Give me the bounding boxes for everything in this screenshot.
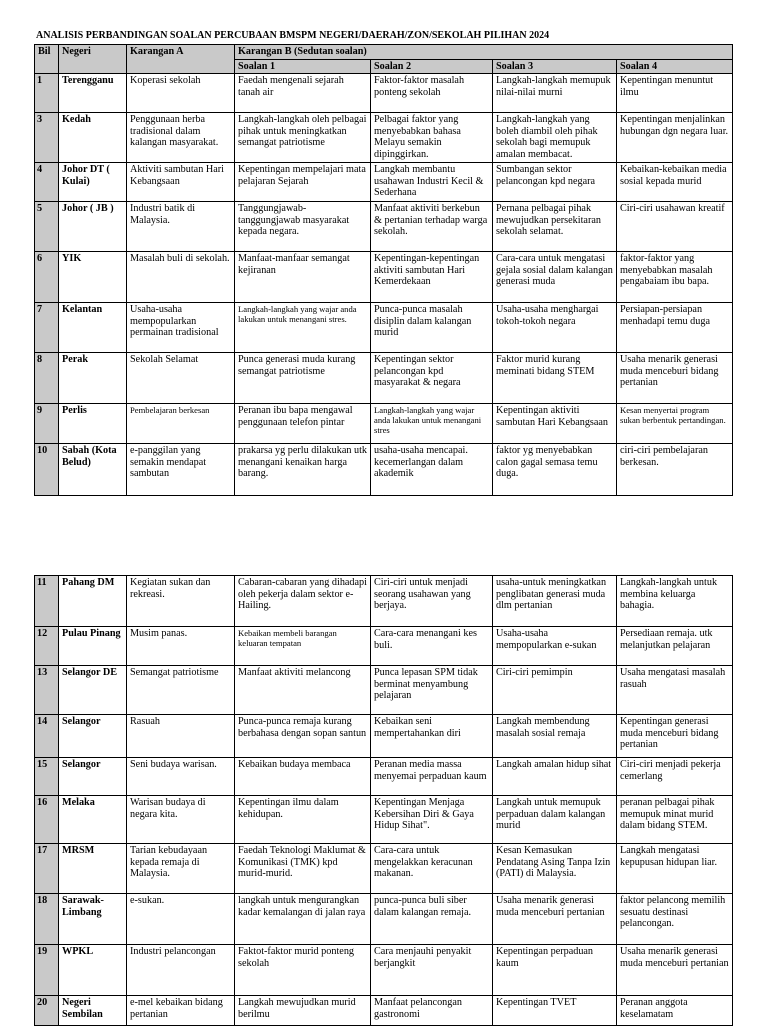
cell-soalan-1: Cabaran-cabaran yang dihadapi oleh pekerja dalam sektor e- Hailing. bbox=[235, 576, 371, 627]
cell-soalan-3: Langkah membendung masalah sosial remaja bbox=[493, 715, 617, 758]
comparison-table-top bbox=[34, 44, 733, 496]
cell-soalan-1: prakarsa yg perlu dilakukan utk menangani kenaikan harga barang. bbox=[235, 444, 371, 496]
cell-karangan-a: Aktiviti sambutan Hari Kebangsaan bbox=[127, 163, 235, 202]
header-soalan-3: Soalan 3 bbox=[493, 59, 617, 74]
cell-soalan-2: Punca lepasan SPM tidak berminat menyambung pelajaran bbox=[371, 666, 493, 715]
cell-karangan-a: Seni budaya warisan. bbox=[127, 758, 235, 796]
table-row bbox=[35, 945, 733, 996]
cell-soalan-4: ciri-ciri pembelajaran berkesan. bbox=[617, 444, 733, 496]
header-karangan-b: Karangan B (Sedutan soalan) bbox=[235, 45, 733, 60]
cell-bil: 5 bbox=[35, 202, 59, 252]
cell-soalan-4: Persediaan remaja. utk melanjutkan pelajaran bbox=[617, 627, 733, 666]
cell-soalan-2: Cara menjauhi penyakit berjangkit bbox=[371, 945, 493, 996]
cell-soalan-4: peranan pelbagai pihak memupuk minat murid dalam bidang STEM. bbox=[617, 796, 733, 844]
table-row bbox=[35, 303, 733, 353]
cell-karangan-a: Tarian kebudayaan kepada remaja di Malaysia. bbox=[127, 844, 235, 894]
cell-soalan-3: Usaha-usaha mempopularkan e-sukan bbox=[493, 627, 617, 666]
cell-bil: 10 bbox=[35, 444, 59, 496]
cell-soalan-3: Pernana pelbagai pihak mewujudkan persekitaran sekolah selamat. bbox=[493, 202, 617, 252]
header-soalan-1: Soalan 1 bbox=[235, 59, 371, 74]
cell-soalan-2: punca-punca buli siber dalam kalangan remaja. bbox=[371, 894, 493, 945]
table-row bbox=[35, 758, 733, 796]
cell-soalan-4: Ciri-ciri usahawan kreatif bbox=[617, 202, 733, 252]
cell-soalan-1: Tanggungjawab-tanggungjawab masyarakat kepada negara. bbox=[235, 202, 371, 252]
cell-soalan-1: Langkah-langkah yang wajar anda lakukan untuk menangani stres. bbox=[235, 303, 371, 353]
cell-bil: 1 bbox=[35, 74, 59, 113]
cell-soalan-4: Kepentingan menuntut ilmu bbox=[617, 74, 733, 113]
cell-soalan-3: Langkah-langkah memupuk nilai-nilai murni bbox=[493, 74, 617, 113]
cell-karangan-a: Industri pelancongan bbox=[127, 945, 235, 996]
cell-bil: 13 bbox=[35, 666, 59, 715]
cell-negeri: YIK bbox=[59, 252, 127, 303]
cell-negeri: Negeri Sembilan bbox=[59, 996, 127, 1026]
cell-negeri: Pulau Pinang bbox=[59, 627, 127, 666]
cell-negeri: Perak bbox=[59, 353, 127, 404]
table-row bbox=[35, 796, 733, 844]
cell-negeri: Selangor DE bbox=[59, 666, 127, 715]
cell-karangan-a: Musim panas. bbox=[127, 627, 235, 666]
cell-soalan-1: Peranan ibu bapa mengawal penggunaan telefon pintar bbox=[235, 404, 371, 444]
cell-soalan-4: Peranan anggota keselamatam bbox=[617, 996, 733, 1026]
cell-negeri: Johor DT ( Kulai) bbox=[59, 163, 127, 202]
cell-soalan-3: Langkah untuk memupuk perpaduan dalam kalangan murid bbox=[493, 796, 617, 844]
cell-bil: 19 bbox=[35, 945, 59, 996]
cell-soalan-2: Faktor-faktor masalah ponteng sekolah bbox=[371, 74, 493, 113]
table-row bbox=[35, 715, 733, 758]
cell-soalan-2: Kepentingan Menjaga Kebersihan Diri & Gaya Hidup Sihat". bbox=[371, 796, 493, 844]
table-row bbox=[35, 404, 733, 444]
cell-bil: 7 bbox=[35, 303, 59, 353]
table-row bbox=[35, 74, 733, 113]
cell-soalan-3: Kesan Kemasukan Pendatang Asing Tanpa Izin (PATI) di Malaysia. bbox=[493, 844, 617, 894]
cell-soalan-3: Faktor murid kurang meminati bidang STEM bbox=[493, 353, 617, 404]
cell-karangan-a: Usaha-usaha mempopularkan permainan tradisional bbox=[127, 303, 235, 353]
cell-soalan-2: Langkah membantu usahawan Industri Kecil & Sederhana bbox=[371, 163, 493, 202]
cell-soalan-1: Punca-punca remaja kurang berbahasa dengan sopan santun bbox=[235, 715, 371, 758]
cell-soalan-2: Manfaat aktiviti berkebun & pertanian terhadap warga sekolah. bbox=[371, 202, 493, 252]
cell-bil: 15 bbox=[35, 758, 59, 796]
cell-soalan-4: Kepentingan menjalinkan hubungan dgn negara luar. bbox=[617, 113, 733, 163]
cell-soalan-2: Pelbagai faktor yang menyebabkan bahasa Melayu semakin dipinggirkan. bbox=[371, 113, 493, 163]
cell-soalan-1: Langkah-langkah oleh pelbagai pihak untuk meningkatkan semangat patriotisme bbox=[235, 113, 371, 163]
cell-soalan-1: Manfaat aktiviti melancong bbox=[235, 666, 371, 715]
cell-karangan-a: Masalah buli di sekolah. bbox=[127, 252, 235, 303]
cell-negeri: Kedah bbox=[59, 113, 127, 163]
cell-soalan-1: Manfaat-manfaar semangat kejiranan bbox=[235, 252, 371, 303]
cell-soalan-4: Usaha menarik generasi muda menceburi bidang pertanian bbox=[617, 353, 733, 404]
cell-soalan-2: Cara-cara menangani kes buli. bbox=[371, 627, 493, 666]
cell-bil: 12 bbox=[35, 627, 59, 666]
table-row bbox=[35, 252, 733, 303]
cell-bil: 20 bbox=[35, 996, 59, 1026]
cell-bil: 14 bbox=[35, 715, 59, 758]
cell-negeri: Johor ( JB ) bbox=[59, 202, 127, 252]
cell-karangan-a: Rasuah bbox=[127, 715, 235, 758]
cell-negeri: Sarawak-Limbang bbox=[59, 894, 127, 945]
cell-soalan-4: Kebaikan-kebaikan media sosial kepada murid bbox=[617, 163, 733, 202]
cell-negeri: Terengganu bbox=[59, 74, 127, 113]
cell-soalan-4: Kesan menyertai program sukan berbentuk pertandingan. bbox=[617, 404, 733, 444]
cell-soalan-3: Langkah amalan hidup sihat bbox=[493, 758, 617, 796]
cell-soalan-2: Kebaikan seni mempertahankan diri bbox=[371, 715, 493, 758]
cell-soalan-4: Usaha mengatasi masalah rasuah bbox=[617, 666, 733, 715]
cell-bil: 16 bbox=[35, 796, 59, 844]
cell-soalan-2: Kepentingan-kepentingan aktiviti sambutan Hari Kemerdekaan bbox=[371, 252, 493, 303]
cell-karangan-a: Penggunaan herba tradisional dalam kalangan masyarakat. bbox=[127, 113, 235, 163]
cell-soalan-4: Persiapan-persiapan menhadapi temu duga bbox=[617, 303, 733, 353]
cell-soalan-2: Kepentingan sektor pelancongan kpd masyarakat & negara bbox=[371, 353, 493, 404]
cell-bil: 4 bbox=[35, 163, 59, 202]
table-row bbox=[35, 113, 733, 163]
cell-soalan-3: Usaha menarik generasi muda menceburi pertanian bbox=[493, 894, 617, 945]
cell-soalan-2: Punca-punca masalah disiplin dalam kalangan murid bbox=[371, 303, 493, 353]
cell-soalan-4: Kepentingan generasi muda menceburi bidang pertanian bbox=[617, 715, 733, 758]
cell-soalan-1: Kepentingan ilmu dalam kehidupan. bbox=[235, 796, 371, 844]
cell-bil: 17 bbox=[35, 844, 59, 894]
cell-karangan-a: e-mel kebaikan bidang pertanian bbox=[127, 996, 235, 1026]
cell-soalan-3: Usaha-usaha menghargai tokoh-tokoh negara bbox=[493, 303, 617, 353]
cell-soalan-4: faktor-faktor yang menyebabkan masalah pengabaiam ibu bapa. bbox=[617, 252, 733, 303]
cell-negeri: Pahang DM bbox=[59, 576, 127, 627]
header-bil: Bil bbox=[35, 45, 59, 74]
cell-negeri: Selangor bbox=[59, 758, 127, 796]
cell-soalan-1: Kebaikan budaya membaca bbox=[235, 758, 371, 796]
cell-negeri: Perlis bbox=[59, 404, 127, 444]
header-karangan-a: Karangan A bbox=[127, 45, 235, 74]
cell-soalan-3: faktor yg menyebabkan calon gagal semasa temu duga. bbox=[493, 444, 617, 496]
cell-soalan-4: Usaha menarik generasi muda menceburi pertanian bbox=[617, 945, 733, 996]
header-soalan-2: Soalan 2 bbox=[371, 59, 493, 74]
cell-soalan-3: Sumbangan sektor pelancongan kpd negara bbox=[493, 163, 617, 202]
cell-negeri: WPKL bbox=[59, 945, 127, 996]
table-row bbox=[35, 444, 733, 496]
cell-karangan-a: Warisan budaya di negara kita. bbox=[127, 796, 235, 844]
cell-soalan-3: usaha-untuk meningkatkan penglibatan generasi muda dlm pertanian bbox=[493, 576, 617, 627]
cell-soalan-2: Peranan media massa menyemai perpaduan kaum bbox=[371, 758, 493, 796]
cell-karangan-a: Koperasi sekolah bbox=[127, 74, 235, 113]
cell-soalan-2: Cara-cara untuk mengelakkan keracunan makanan. bbox=[371, 844, 493, 894]
table-row bbox=[35, 627, 733, 666]
cell-karangan-a: Kegiatan sukan dan rekreasi. bbox=[127, 576, 235, 627]
header-negeri: Negeri bbox=[59, 45, 127, 74]
cell-soalan-4: faktor pelancong memilih sesuatu destinasi pelancongan. bbox=[617, 894, 733, 945]
cell-soalan-1: Faedah Teknologi Maklumat & Komunikasi (TMK) kpd murid-murid. bbox=[235, 844, 371, 894]
page-title: ANALISIS PERBANDINGAN SOALAN PERCUBAAN BMSPM NEGERI/DAERAH/ZON/SEKOLAH PILIHAN 2024 bbox=[36, 30, 550, 41]
cell-karangan-a: e-panggilan yang semakin mendapat sambutan bbox=[127, 444, 235, 496]
cell-karangan-a: e-sukan. bbox=[127, 894, 235, 945]
cell-soalan-3: Ciri-ciri pemimpin bbox=[493, 666, 617, 715]
cell-negeri: Kelantan bbox=[59, 303, 127, 353]
table-row bbox=[35, 202, 733, 252]
cell-bil: 18 bbox=[35, 894, 59, 945]
cell-bil: 11 bbox=[35, 576, 59, 627]
cell-karangan-a: Sekolah Selamat bbox=[127, 353, 235, 404]
table-row bbox=[35, 844, 733, 894]
cell-soalan-1: Punca generasi muda kurang semangat patriotisme bbox=[235, 353, 371, 404]
header-soalan-4: Soalan 4 bbox=[617, 59, 733, 74]
cell-soalan-3: Kepentingan aktiviti sambutan Hari Kebangsaan bbox=[493, 404, 617, 444]
cell-karangan-a: Semangat patriotisme bbox=[127, 666, 235, 715]
cell-negeri: Selangor bbox=[59, 715, 127, 758]
cell-soalan-1: Faedah mengenali sejarah tanah air bbox=[235, 74, 371, 113]
cell-bil: 3 bbox=[35, 113, 59, 163]
cell-soalan-3: Langkah-langkah yang boleh diambil oleh pihak sekolah bagi memupuk amalan membacat. bbox=[493, 113, 617, 163]
table-row bbox=[35, 576, 733, 627]
cell-soalan-2: Langkah-langkah yang wajar anda lakukan untuk menangani stres bbox=[371, 404, 493, 444]
cell-soalan-2: Manfaat pelancongan gastronomi bbox=[371, 996, 493, 1026]
cell-karangan-a: Pembelajaran berkesan bbox=[127, 404, 235, 444]
cell-soalan-2: Ciri-ciri untuk menjadi seorang usahawan yang berjaya. bbox=[371, 576, 493, 627]
cell-soalan-1: Faktot-faktor murid ponteng sekolah bbox=[235, 945, 371, 996]
cell-soalan-4: Ciri-ciri menjadi pekerja cemerlang bbox=[617, 758, 733, 796]
cell-soalan-3: Kepentingan TVET bbox=[493, 996, 617, 1026]
cell-soalan-4: Langkah mengatasi kepupusan hidupan liar. bbox=[617, 844, 733, 894]
table-row bbox=[35, 996, 733, 1026]
cell-negeri: Sabah (Kota Belud) bbox=[59, 444, 127, 496]
cell-bil: 9 bbox=[35, 404, 59, 444]
cell-soalan-2: usaha-usaha mencapai. kecemerlangan dalam akademik bbox=[371, 444, 493, 496]
table-row bbox=[35, 353, 733, 404]
cell-soalan-1: Kebaikan membeli barangan keluaran tempatan bbox=[235, 627, 371, 666]
cell-soalan-1: Kepentingan mempelajari mata pelajaran Sejarah bbox=[235, 163, 371, 202]
cell-soalan-1: Langkah mewujudkan murid berilmu bbox=[235, 996, 371, 1026]
cell-bil: 8 bbox=[35, 353, 59, 404]
cell-soalan-3: Kepentingan perpaduan kaum bbox=[493, 945, 617, 996]
comparison-table-bottom bbox=[34, 575, 733, 1026]
cell-negeri: Melaka bbox=[59, 796, 127, 844]
cell-soalan-3: Cara-cara untuk mengatasi gejala sosial dalam kalangan generasi muda bbox=[493, 252, 617, 303]
cell-bil: 6 bbox=[35, 252, 59, 303]
cell-negeri: MRSM bbox=[59, 844, 127, 894]
table-row bbox=[35, 666, 733, 715]
table-row bbox=[35, 163, 733, 202]
table-row bbox=[35, 894, 733, 945]
cell-soalan-4: Langkah-langkah untuk membina keluarga bahagia. bbox=[617, 576, 733, 627]
cell-soalan-1: langkah untuk mengurangkan kadar kemalangan di jalan raya bbox=[235, 894, 371, 945]
cell-karangan-a: Industri batik di Malaysia. bbox=[127, 202, 235, 252]
